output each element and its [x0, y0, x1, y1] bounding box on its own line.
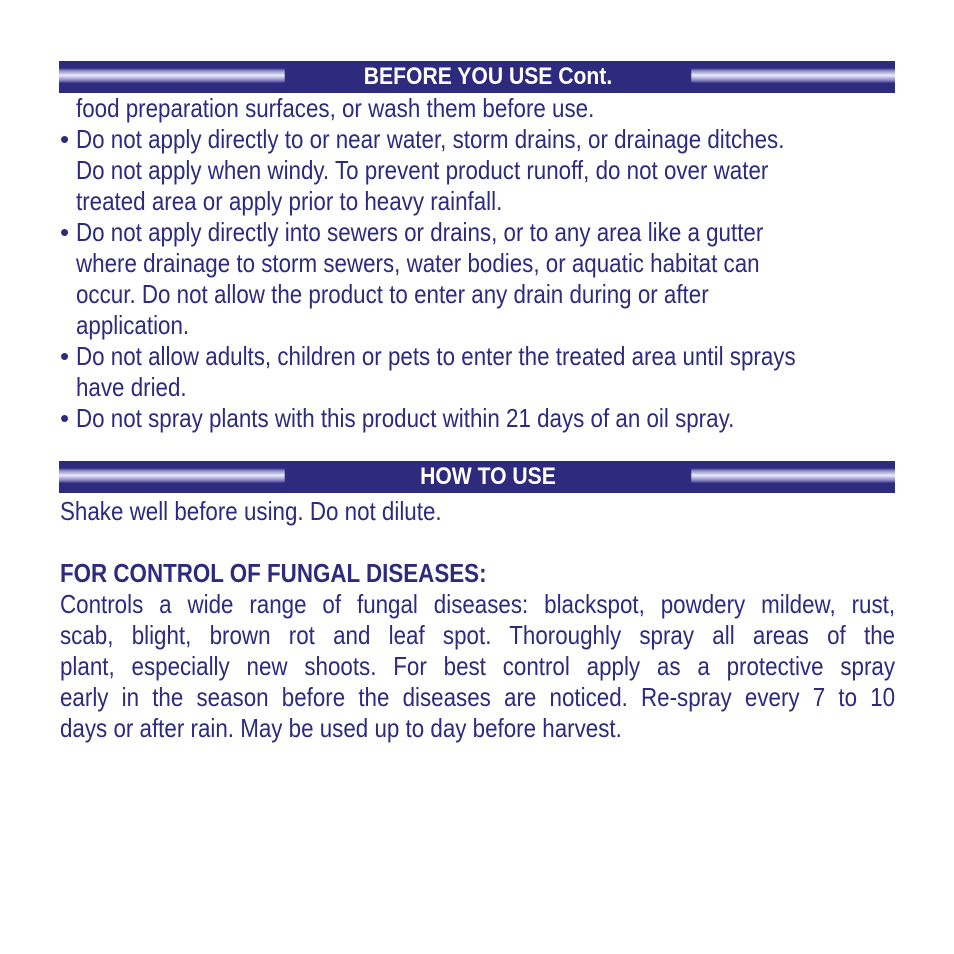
bullet-line: Do not allow adults, children or pets to enter the treated area until sprays [76, 341, 796, 371]
section-header-how-to-use [59, 461, 895, 493]
intro-text: Shake well before using. Do not dilute. [60, 496, 442, 526]
bullet-line: occur. Do not allow the product to enter any drain during or after [76, 279, 709, 309]
fungal-body-line [60, 682, 895, 713]
fungal-body-text: scab, blight, brown rot and leaf spot. Thoroughly spray all areas of the [60, 620, 896, 650]
bullet-item-sewers [60, 217, 895, 341]
fungal-body-text: plant, especially new shoots. For best control apply as a protective spray [60, 651, 896, 681]
bullet-icon: • [60, 341, 70, 371]
bullet-icon: • [60, 124, 70, 154]
bullet-line: Do not apply directly to or near water, storm drains, or drainage ditches. [76, 124, 785, 154]
fungal-subheading-text: FOR CONTROL OF FUNGAL DISEASES: [60, 558, 487, 588]
continuation-text: food preparation surfaces, or wash them before use. [76, 93, 595, 123]
bullet-line: treated area or apply prior to heavy rainfall. [76, 186, 503, 216]
continuation-line [60, 93, 895, 124]
how-to-use-content [60, 496, 895, 527]
bullet-line: application. [76, 310, 190, 340]
section-title-before-you-use: BEFORE YOU USE Cont. [285, 61, 692, 93]
bullet-icon: • [60, 217, 70, 247]
bullet-line: Do not apply directly into sewers or drains, or to any area like a gutter [76, 217, 764, 247]
fungal-section [60, 558, 895, 744]
bullet-line: Do not spray plants with this product within 21 days of an oil spray. [76, 403, 735, 433]
fungal-body-line [60, 713, 895, 744]
fungal-body-text: Controls a wide range of fungal diseases: blackspot, powdery mildew, rust, [60, 589, 896, 619]
bullet-item-oil-spray [60, 403, 895, 434]
fungal-body-text: days or after rain. May be used up to day before harvest. [60, 713, 622, 743]
fungal-subheading [60, 558, 895, 589]
fungal-body-text: early in the season before the diseases are noticed. Re-spray every 7 to 10 [60, 682, 896, 712]
intro-line [60, 496, 895, 527]
fungal-body [60, 589, 895, 744]
bullet-icon: • [60, 403, 70, 433]
before-you-use-content [60, 93, 895, 434]
fungal-body-line [60, 651, 895, 682]
section-header-before-you-use [59, 61, 895, 93]
bullet-item-water [60, 124, 895, 217]
bullet-item-pets [60, 341, 895, 403]
fungal-body-line [60, 620, 895, 651]
bullet-line: where drainage to storm sewers, water bodies, or aquatic habitat can [76, 248, 760, 278]
fungal-body-line [60, 589, 895, 620]
bullet-line: have dried. [76, 372, 187, 402]
bullet-line: Do not apply when windy. To prevent product runoff, do not over water [76, 155, 769, 185]
section-title-how-to-use: HOW TO USE [285, 461, 692, 493]
